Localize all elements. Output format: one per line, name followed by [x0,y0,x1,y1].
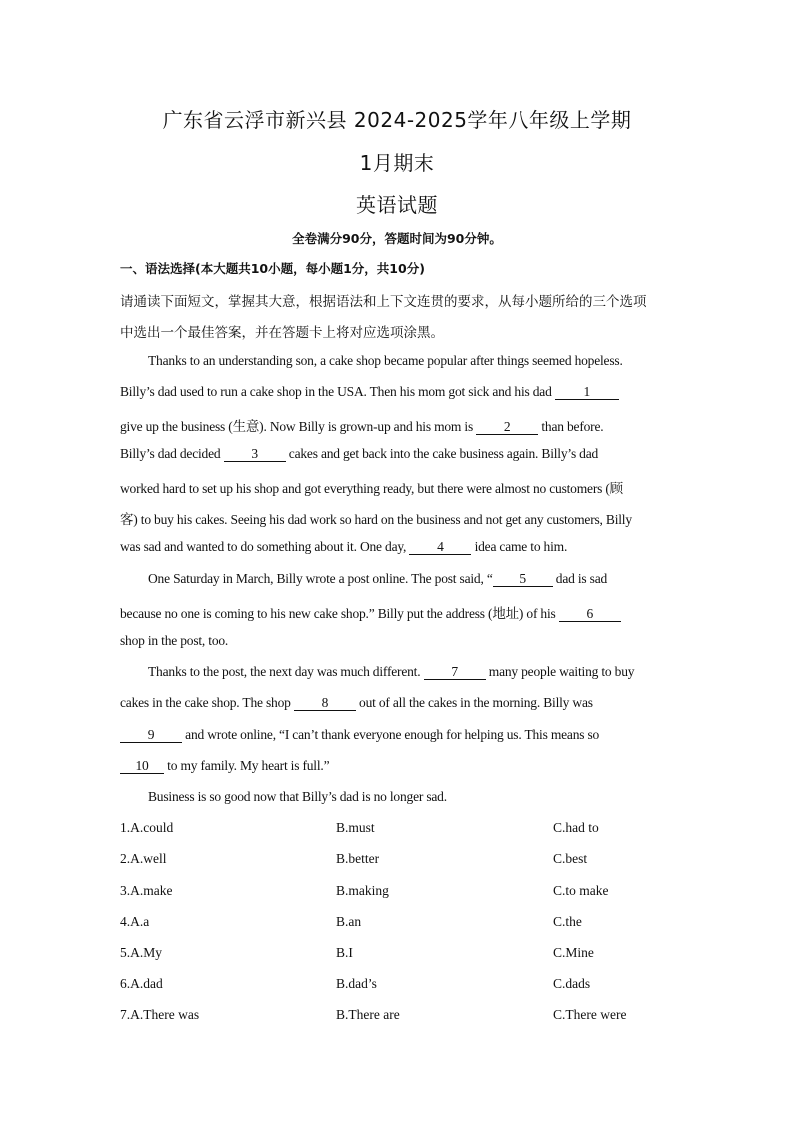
option-c: C.There were [553,1007,627,1022]
option-a: 5.A.My [120,945,163,960]
passage-line [120,758,676,774]
passage-text: to my family. My heart is full.” [164,758,330,773]
option-c: C.to make [553,883,609,898]
passage-text: was sad and wanted to do something about it. One day, [120,539,410,554]
passage-line [148,353,676,369]
passage-line [120,602,676,622]
option-b: B.an [336,914,362,929]
option-a: 2.A.well [120,851,167,866]
option-a: 6.A.dad [120,976,163,991]
passage-line [148,789,676,805]
passage-text: Billy’s dad decided [120,446,224,461]
passage-text: cakes in the cake shop. The shop [120,695,294,710]
section-heading: 一、语法选择(本大题共10小题，每小题1分，共10分) [120,261,425,276]
blank-1: 1 [555,385,619,400]
option-c: C.best [553,851,588,866]
option-c: C.the [553,914,582,929]
passage-text: many people waiting to buy [485,664,635,679]
exam-title-line2: 1月期末 [359,151,435,175]
blank-9: 9 [120,728,182,743]
passage-line [120,446,676,462]
option-a: 3.A.make [120,883,173,898]
blank-2: 2 [476,420,538,435]
passage-text: Thanks to the post, the next day was much different. [148,664,424,679]
passage-text: out of all the cakes in the morning. Billy was [355,695,593,710]
blank-6: 6 [559,607,621,622]
exam-note: 全卷满分90分，答题时间为90分钟。 [292,231,502,246]
option-a: 7.A.There was [120,1007,200,1022]
option-b: B.There are [336,1007,400,1022]
passage-text: 客) to buy his cakes. Seeing his dad work so hard on the business and not get any customers, Billy [120,512,632,527]
option-a: 4.A.a [120,914,150,929]
passage-line [120,508,676,528]
passage-text: dad is sad [552,571,608,586]
blank-10: 10 [120,759,164,774]
passage-line [120,695,676,711]
passage-text: Business is so good now that Billy’s dad is no longer sad. [148,789,447,804]
passage-text: shop in the post, too. [120,633,229,648]
passage-line [148,664,676,680]
exam-subject-title: 英语试题 [356,193,438,217]
blank-8: 8 [294,696,356,711]
passage-text: Thanks to an understanding son, a cake shop became popular after things seemed hopeless. [148,353,623,368]
passage-text: idea came to him. [471,539,568,554]
exam-title-line1: 广东省云浮市新兴县 2024-2025学年八年级上学期 [162,108,632,132]
passage-line [120,727,676,743]
blank-4: 4 [409,540,471,555]
passage-text: cakes and get back into the cake business again. Billy’s dad [285,446,599,461]
option-b: B.better [336,851,380,866]
passage-text: Billy’s dad used to run a cake shop in the USA. Then his mom got sick and his dad [120,384,555,399]
passage-text: worked hard to set up his shop and got everything ready, but there were almost no customers (顾 [120,481,623,496]
option-c: C.dads [553,976,591,991]
passage-text: give up the business (生意). Now Billy is grown-up and his mom is [120,419,477,434]
blank-3: 3 [224,447,286,462]
option-b: B.dad’s [336,976,377,991]
option-a: 1.A.could [120,820,174,835]
passage-line [120,539,676,555]
option-c: C.had to [553,820,599,835]
option-b: B.making [336,883,389,898]
option-b: B.must [336,820,375,835]
passage-text: than before. [538,419,604,434]
passage-line [148,571,676,587]
option-c: C.Mine [553,945,594,960]
passage-line [120,633,676,649]
passage-text: because no one is coming to his new cake shop.” Billy put the address (地址) of his [120,606,559,621]
instruction-line: 中选出一个最佳答案，并在答题卡上将对应选项涂黑。 [120,325,444,341]
instruction-line: 请通读下面短文，掌握其大意，根据语法和上下文连贯的要求，从每小题所给的三个选项 [120,294,647,310]
passage-line [120,477,676,497]
passage-text: One Saturday in March, Billy wrote a post online. The post said, “ [148,571,493,586]
passage-line [120,384,676,400]
blank-7: 7 [424,665,486,680]
passage-line [120,415,676,435]
blank-5: 5 [493,572,553,587]
passage-text: and wrote online, “I can’t thank everyone enough for helping us. This means so [182,727,600,742]
option-b: B.I [336,945,353,960]
